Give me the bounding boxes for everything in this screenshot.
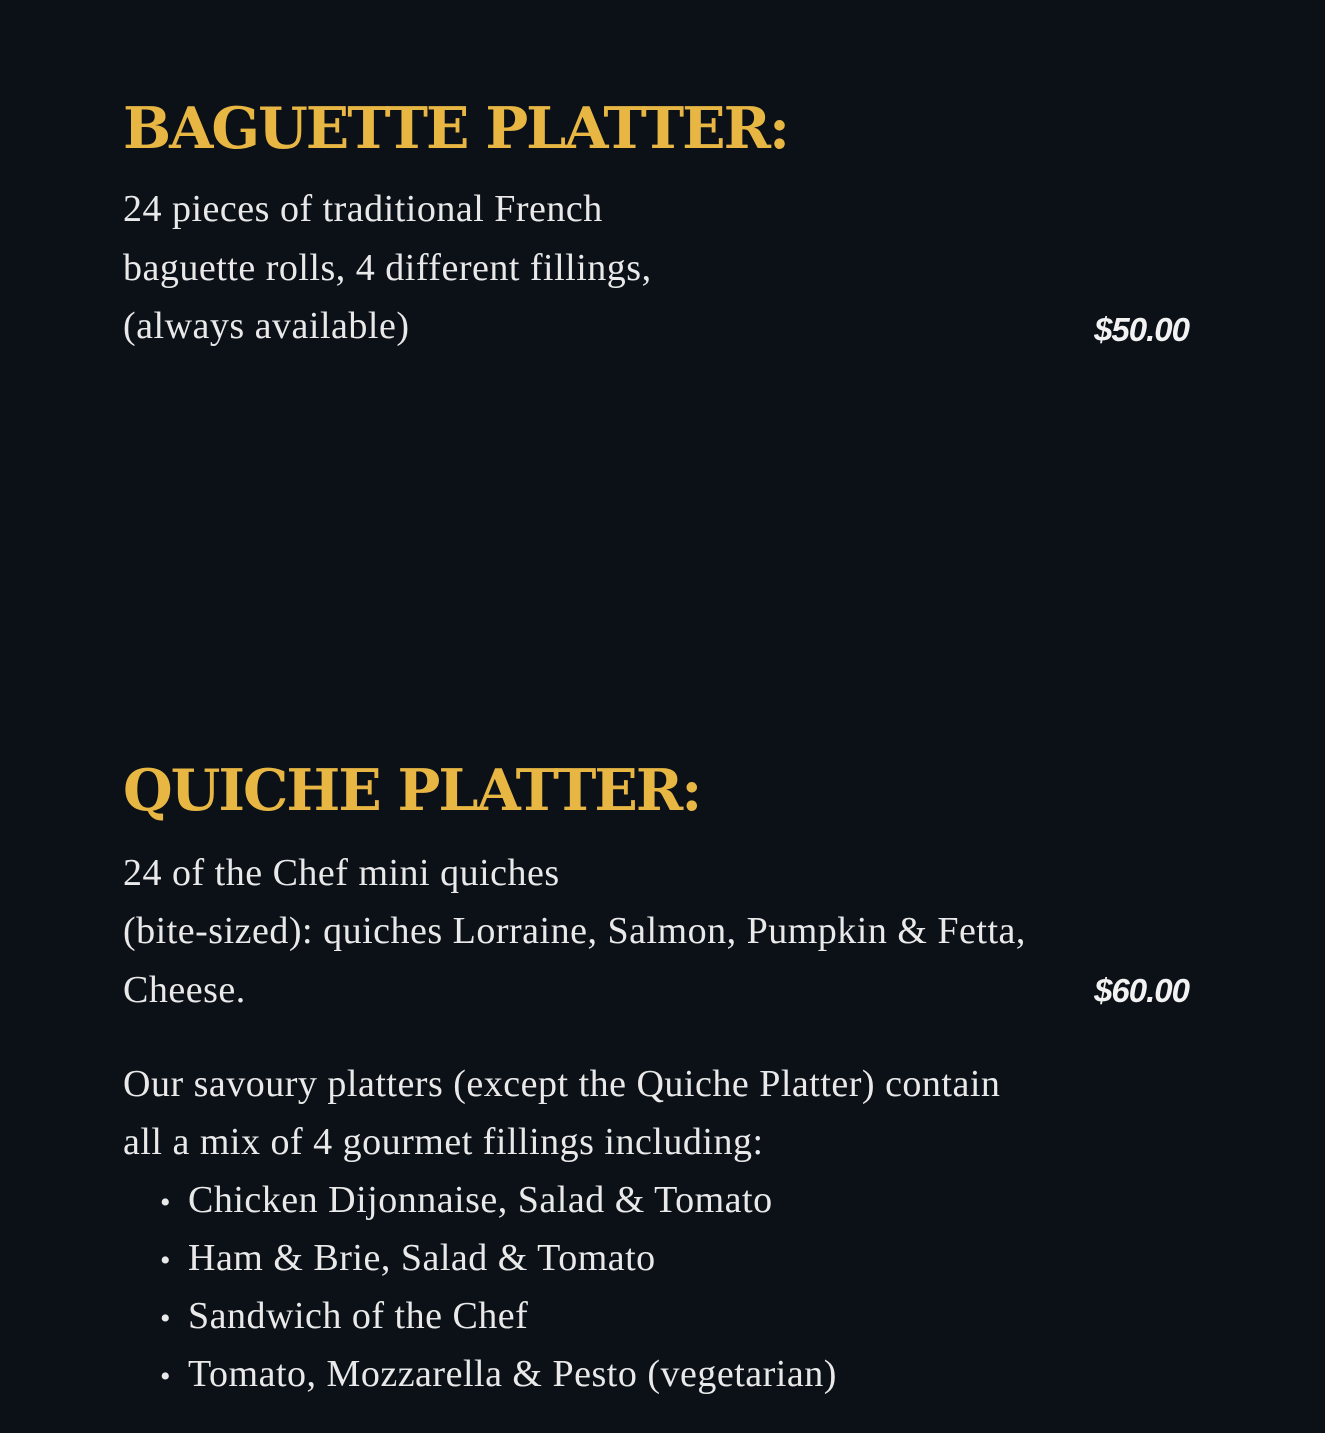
bullet-icon: •	[160, 1186, 172, 1219]
list-item	[160, 1354, 837, 1412]
list-item	[160, 1180, 837, 1238]
quiche-desc-line-3: Cheese.	[123, 969, 246, 1011]
filling-label: Sandwich of the Chef	[188, 1295, 529, 1337]
baguette-desc-line-2: baguette rolls, 4 different fillings,	[123, 247, 652, 289]
quiche-price: $60.00	[1094, 972, 1189, 1009]
filling-label: Chicken Dijonnaise, Salad & Tomato	[188, 1179, 773, 1221]
quiche-desc-line-2: (bite-sized): quiches Lorraine, Salmon, Pumpkin & Fetta,	[123, 910, 1026, 952]
list-item	[160, 1296, 837, 1354]
bullet-icon: •	[160, 1244, 172, 1277]
quiche-platter-title: QUICHE PLATTER:	[123, 757, 701, 824]
bullet-icon: •	[160, 1302, 172, 1335]
bullet-icon: •	[160, 1360, 172, 1393]
baguette-desc-line-3: (always available)	[123, 305, 410, 347]
baguette-desc-line-1: 24 pieces of traditional French	[123, 188, 603, 230]
fillings-note-line-2: all a mix of 4 gourmet fillings including:	[123, 1121, 764, 1163]
fillings-list	[160, 1180, 837, 1412]
fillings-note-line-1: Our savoury platters (except the Quiche Platter) contain	[123, 1063, 1001, 1105]
baguette-price: $50.00	[1094, 311, 1189, 348]
list-item	[160, 1238, 837, 1296]
quiche-desc-line-1: 24 of the Chef mini quiches	[123, 852, 560, 894]
filling-label: Tomato, Mozzarella & Pesto (vegetarian)	[188, 1353, 837, 1395]
filling-label: Ham & Brie, Salad & Tomato	[188, 1237, 656, 1279]
baguette-platter-title: BAGUETTE PLATTER:	[123, 95, 789, 162]
